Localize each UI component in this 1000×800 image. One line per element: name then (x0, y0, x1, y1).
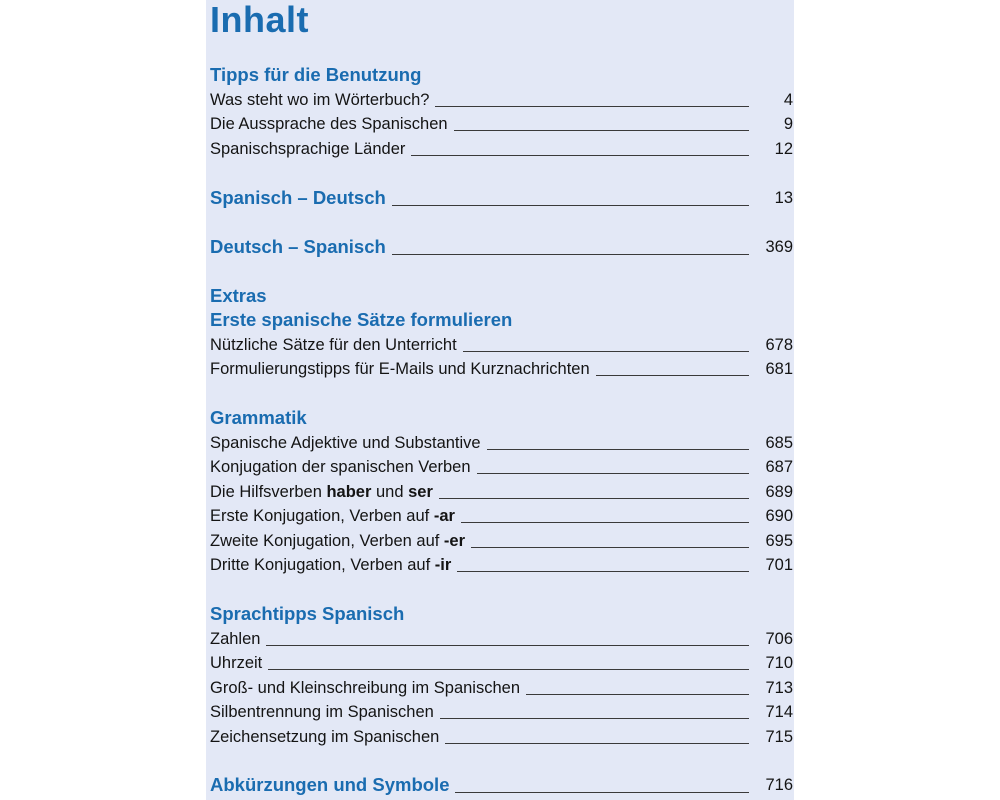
toc-entry-page: 713 (765, 679, 793, 697)
dot-leader (487, 449, 749, 450)
toc-entry-page: 369 (765, 238, 793, 256)
dot-leader (392, 254, 749, 255)
toc-entry[interactable] (210, 334, 793, 356)
toc-entry[interactable] (210, 432, 793, 454)
toc-entry-label: Was steht wo im Wörterbuch? (210, 91, 430, 109)
section-heading-tipps: Tipps für die Benutzung (210, 64, 422, 85)
label-text: Erste Konjugation, Verben auf (210, 507, 434, 525)
toc-entry[interactable] (210, 701, 793, 723)
toc-entry-label (210, 554, 451, 576)
section-heading-extras: Extras (210, 285, 267, 306)
dot-leader (411, 155, 749, 156)
toc-entry-page: 695 (765, 532, 793, 550)
dot-leader (526, 694, 749, 695)
toc-entry[interactable] (210, 89, 793, 111)
label-bold-term: -er (443, 532, 466, 550)
toc-entry-page: 13 (774, 189, 793, 207)
dot-leader (461, 522, 749, 523)
toc-entry-label: Abkürzungen und Symbole (210, 774, 450, 795)
toc-page (206, 0, 794, 800)
toc-entry-page: 4 (783, 91, 793, 109)
toc-entry-label: Spanischsprachige Länder (210, 140, 406, 158)
toc-entry-label: Zahlen (210, 630, 261, 648)
section-heading-grammatik: Grammatik (210, 407, 307, 428)
toc-entry-label: Die Aussprache des Spanischen (210, 115, 448, 133)
subsection-heading: Erste spanische Sätze formulieren (210, 309, 513, 330)
toc-entry-label: Uhrzeit (210, 654, 263, 672)
toc-entry-label (210, 481, 433, 503)
toc-entry-label: Deutsch – Spanisch (210, 236, 386, 257)
toc-entry-deutsch-spanisch[interactable] (210, 236, 793, 258)
toc-entry[interactable] (210, 652, 793, 674)
dot-leader (596, 375, 749, 376)
label-text: Dritte Konjugation, Verben auf (210, 556, 435, 574)
toc-entry-label: Spanische Adjektive und Substantive (210, 434, 481, 452)
toc-entry-label: Nützliche Sätze für den Unterricht (210, 336, 457, 354)
toc-entry[interactable] (210, 505, 793, 527)
toc-entry[interactable] (210, 456, 793, 478)
toc-entry-page: 678 (765, 336, 793, 354)
toc-entry-label: Silbentrennung im Spanischen (210, 703, 434, 721)
section-heading-sprachtipps: Sprachtipps Spanisch (210, 603, 405, 624)
dot-leader (440, 718, 749, 719)
dot-leader (457, 571, 749, 572)
toc-entry[interactable] (210, 113, 793, 135)
dot-leader (471, 547, 749, 548)
toc-entry-label: Zeichensetzung im Spanischen (210, 728, 440, 746)
toc-entry-page: 12 (774, 140, 793, 158)
page-title: Inhalt (210, 0, 309, 40)
toc-entry-label: Groß- und Kleinschreibung im Spanischen (210, 679, 520, 697)
dot-leader (455, 792, 749, 793)
toc-entry-abkuerzungen[interactable] (210, 774, 793, 796)
toc-entry-page: 9 (783, 115, 793, 133)
toc-entry-page: 681 (765, 360, 793, 378)
dot-leader (445, 743, 749, 744)
dot-leader (463, 351, 749, 352)
dot-leader (477, 473, 749, 474)
toc-entry-page: 701 (765, 556, 793, 574)
toc-entry-label (210, 530, 465, 552)
toc-entry-label: Spanisch – Deutsch (210, 187, 386, 208)
dot-leader (392, 205, 749, 206)
label-bold-term: ser (408, 483, 433, 501)
toc-entry[interactable] (210, 677, 793, 699)
label-bold-term: -ir (434, 556, 452, 574)
dot-leader (435, 106, 749, 107)
label-bold-term: -ar (433, 507, 455, 525)
toc-entry[interactable] (210, 554, 793, 576)
toc-entry[interactable] (210, 628, 793, 650)
toc-entry-page: 714 (765, 703, 793, 721)
dot-leader (268, 669, 749, 670)
toc-entry-page: 706 (765, 630, 793, 648)
toc-entry-page: 710 (765, 654, 793, 672)
toc-entry[interactable] (210, 530, 793, 552)
toc-entry-page: 690 (765, 507, 793, 525)
toc-entry-page: 687 (765, 458, 793, 476)
dot-leader (266, 645, 749, 646)
toc-entry[interactable] (210, 481, 793, 503)
toc-entry-page: 685 (765, 434, 793, 452)
toc-entry-page: 689 (765, 483, 793, 501)
toc-entry-page: 715 (765, 728, 793, 746)
label-text: Zweite Konjugation, Verben auf (210, 532, 444, 550)
dot-leader (439, 498, 749, 499)
dot-leader (454, 130, 749, 131)
toc-entry-label: Formulierungstipps für E-Mails und Kurznachrichten (210, 360, 590, 378)
toc-entry-page: 716 (765, 776, 793, 794)
label-bold-term: haber (326, 483, 372, 501)
label-text: Die Hilfsverben (210, 483, 327, 501)
toc-entry-label (210, 505, 455, 527)
toc-entry[interactable] (210, 726, 793, 748)
label-text: und (371, 483, 409, 501)
toc-entry[interactable] (210, 138, 793, 160)
toc-entry[interactable] (210, 358, 793, 380)
toc-entry-spanisch-deutsch[interactable] (210, 187, 793, 209)
toc-entry-label: Konjugation der spanischen Verben (210, 458, 471, 476)
